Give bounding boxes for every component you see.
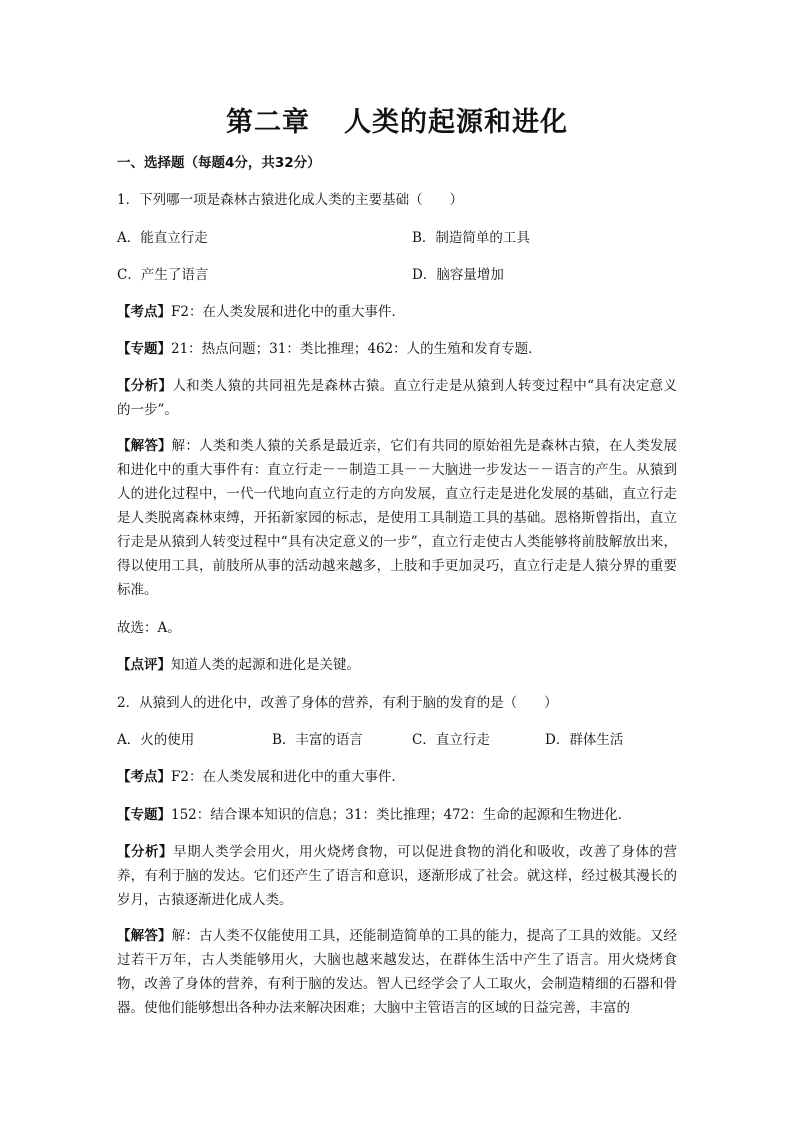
q1-answer: 故选：A。 bbox=[117, 620, 181, 636]
q1-option-c: C．产生了语言 bbox=[117, 267, 209, 283]
question-2-stem: 2．从猿到人的进化中，改善了身体的营养，有利于脑的发育的是（ ） bbox=[117, 695, 558, 711]
q1-jieda bbox=[117, 434, 677, 602]
q2-kaodian bbox=[117, 766, 677, 788]
question-1-stem: 1．下列哪一项是森林古猿进化成人类的主要基础（ ） bbox=[117, 192, 464, 208]
kaodian-tag: 【考点】 bbox=[117, 769, 171, 785]
fenxi-tag: 【分析】 bbox=[117, 844, 174, 860]
dianping-text: 知道人类的起源和进化是关键。 bbox=[171, 657, 360, 673]
chapter-title bbox=[0, 100, 794, 139]
zhuanti-tag: 【专题】 bbox=[117, 341, 171, 357]
jieda-tag: 【解答】 bbox=[117, 928, 172, 944]
q2-option-d: D．群体生活 bbox=[545, 732, 624, 748]
kaodian-text: F2：在人类发展和进化中的重大事件． bbox=[171, 304, 405, 320]
q2-option-b: B．丰富的语言 bbox=[272, 732, 363, 748]
q1-option-b: B．制造简单的工具 bbox=[412, 230, 530, 246]
jieda-text: 解：古人类不仅能使用工具，还能制造简单的工具的能力，提高了工具的效能。又经过若干万年，古人类能够用火，大脑也越来越发达，在群体生活中产生了语言。用火烧烤食物，改善了身体的营养，有利于脑的发达。智人已经学会了人工取火，会制造精细的石器和骨器。使他们能够想出各种办法来解决困难；大脑中主管语言的区域的日益完善，丰富的 bbox=[117, 928, 678, 1016]
q1-kaodian bbox=[117, 301, 677, 323]
q1-fenxi bbox=[117, 374, 677, 422]
zhuanti-tag: 【专题】 bbox=[117, 807, 171, 823]
fenxi-tag: 【分析】 bbox=[117, 378, 173, 394]
q1-dianping bbox=[117, 654, 677, 676]
q2-fenxi bbox=[117, 840, 677, 912]
q1-zhuanti bbox=[117, 338, 677, 360]
chapter-name: 人类的起源和进化 bbox=[344, 107, 568, 138]
jieda-text: 解：人类和类人猿的关系是最近亲，它们有共同的原始祖先是森林古猿，在人类发展和进化中的重大事件有：直立行走－－制造工具－－大脑进一步发达－－语言的产生。从猿到人的进化过程中，一代一代地向直立行走的方向发展，直立行走是进化发展的基础，直立行走是人类脱离森林束缚，开拓新家园的标志，是使用工具制造工具的基础。恩格斯曾指出，直立行走是从猿到人转变过程中“具有决定意义的一步”，直立行走使古人类能够将前肢解放出来，得以使用工具，前肢所从事的活动越来越多，上肢和手更加灵巧，直立行走是人猿分界的重要标准。 bbox=[117, 438, 678, 598]
fenxi-text: 人和类人猿的共同祖先是森林古猿。直立行走是从猿到人转变过程中“具有决定意义的一步”。 bbox=[117, 378, 677, 418]
q1-option-a: A．能直立行走 bbox=[117, 230, 208, 246]
q2-option-c: C．直立行走 bbox=[412, 732, 490, 748]
section-heading: 一、选择题（每题4分，共32分） bbox=[117, 155, 321, 171]
fenxi-text: 早期人类学会用火，用火烧烤食物，可以促进食物的消化和吸收，改善了身体的营养，有利于脑的发达。它们还产生了语言和意识，逐渐形成了社会。就这样，经过极其漫长的岁月，古猿逐渐进化成人类。 bbox=[117, 844, 678, 908]
q2-zhuanti bbox=[117, 804, 677, 826]
zhuanti-text: 152：结合课本知识的信息；31：类比推理；472：生命的起源和生物进化． bbox=[171, 807, 632, 823]
q1-option-d: D．脑容量增加 bbox=[412, 267, 504, 283]
q2-option-a: A．火的使用 bbox=[117, 732, 195, 748]
q2-jieda bbox=[117, 924, 677, 1020]
kaodian-text: F2：在人类发展和进化中的重大事件． bbox=[171, 769, 405, 785]
jieda-tag: 【解答】 bbox=[117, 438, 172, 454]
kaodian-tag: 【考点】 bbox=[117, 304, 171, 320]
dianping-tag: 【点评】 bbox=[117, 657, 171, 673]
zhuanti-text: 21：热点问题；31：类比推理；462：人的生殖和发育专题． bbox=[171, 341, 542, 357]
chapter-number: 第二章 bbox=[226, 107, 310, 138]
